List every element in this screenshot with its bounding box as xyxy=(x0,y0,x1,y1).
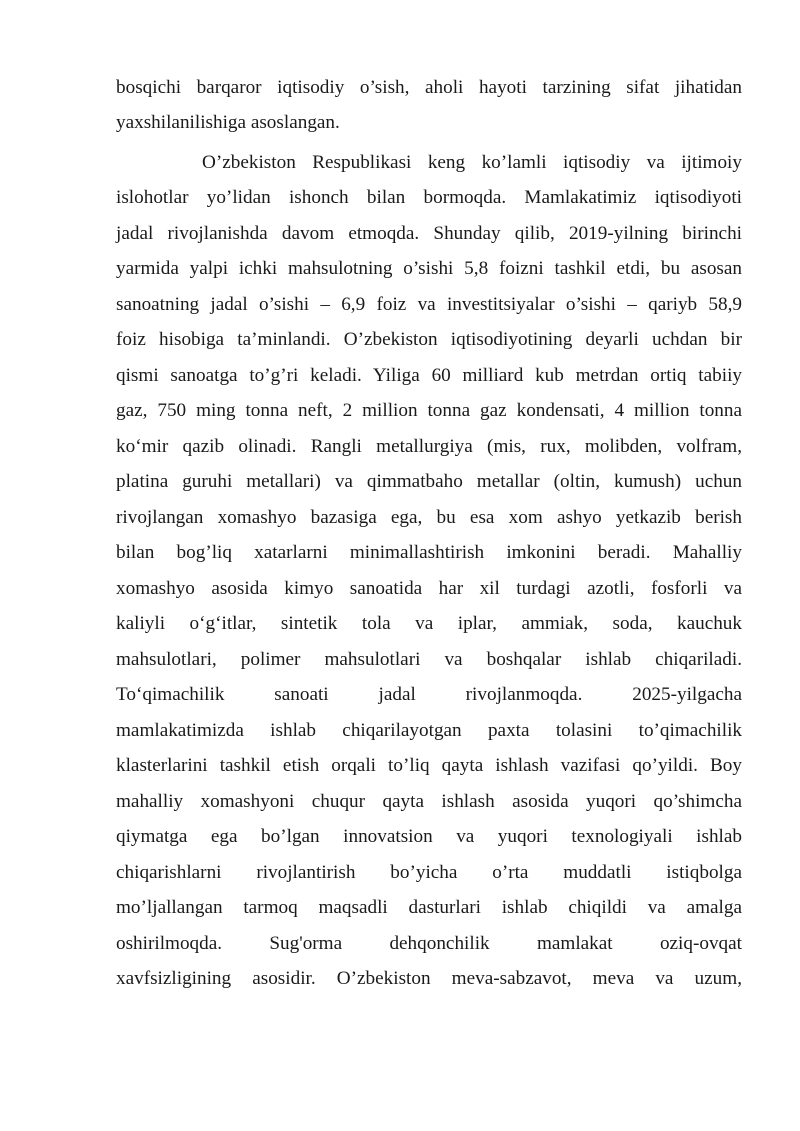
text-line: mahsulotlari, polimer mahsulotlari va boshqalar ishlab chiqariladi. xyxy=(116,649,742,670)
text-line: rivojlangan xomashyo bazasiga ega, bu esa xom ashyo yetkazib berish xyxy=(116,507,742,528)
text-line: To‘qimachilik sanoati jadal rivojlanmoqda. 2025-yilgacha xyxy=(116,684,742,705)
text-line: ko‘mir qazib olinadi. Rangli metallurgiya (mis, rux, molibden, volfram, xyxy=(116,436,742,457)
text-line: foiz hisobiga ta’minlandi. O’zbekiston iqtisodiyotining deyarli uchdan bir xyxy=(116,329,742,350)
text-line: xomashyo asosida kimyo sanoatida har xil turdagi azotli, fosforli va xyxy=(116,578,742,599)
text-line: islohotlar yo’lidan ishonch bilan bormoqda. Mamlakatimiz iqtisodiyoti xyxy=(116,187,742,208)
text-line: mahalliy xomashyoni chuqur qayta ishlash asosida yuqori qo’shimcha xyxy=(116,791,742,812)
text-line: chiqarishlarni rivojlantirish bo’yicha o’rta muddatli istiqbolga xyxy=(116,862,742,883)
text-line: xavfsizligining asosidir. O’zbekiston meva-sabzavot, meva va uzum, xyxy=(116,968,742,989)
text-line: oshirilmoqda. Sug'orma dehqonchilik mamlakat oziq-ovqat xyxy=(116,933,742,954)
text-line: klasterlarini tashkil etish orqali to’liq qayta ishlash vazifasi qo’yildi. Boy xyxy=(116,755,742,776)
text-line: qiymatga ega bo’lgan innovatsion va yuqori texnologiyali ishlab xyxy=(116,826,742,847)
text-line: sanoatning jadal o’sishi – 6,9 foiz va investitsiyalar o’sishi – qariyb 58,9 xyxy=(116,294,742,315)
text-line: mo’ljallangan tarmoq maqsadli dasturlari ishlab chiqildi va amalga xyxy=(116,897,742,918)
text-line: platina guruhi metallari) va qimmatbaho metallar (oltin, kumush) uchun xyxy=(116,471,742,492)
text-line: O’zbekiston Respublikasi keng ko’lamli iqtisodiy va ijtimoiy xyxy=(202,152,742,173)
text-line: yaxshilanilishiga asoslangan. xyxy=(116,112,340,133)
text-line: bilan bog’liq xatarlarni minimallashtirish imkonini beradi. Mahalliy xyxy=(116,542,742,563)
text-line: jadal rivojlanishda davom etmoqda. Shunday qilib, 2019-yilning birinchi xyxy=(116,223,742,244)
text-line: bosqichi barqaror iqtisodiy o’sish, aholi hayoti tarzining sifat jihatidan xyxy=(116,77,742,98)
text-line: gaz, 750 ming tonna neft, 2 million tonna gaz kondensati, 4 million tonna xyxy=(116,400,742,421)
text-line: kaliyli o‘g‘itlar, sintetik tola va iplar, ammiak, soda, kauchuk xyxy=(116,613,742,634)
text-line: mamlakatimizda ishlab chiqarilayotgan paxta tolasini to’qimachilik xyxy=(116,720,742,741)
text-line: qismi sanoatga to’g’ri keladi. Yiliga 60 milliard kub metrdan ortiq tabiiy xyxy=(116,365,742,386)
text-line: yarmida yalpi ichki mahsulotning o’sishi 5,8 foizni tashkil etdi, bu asosan xyxy=(116,258,742,279)
